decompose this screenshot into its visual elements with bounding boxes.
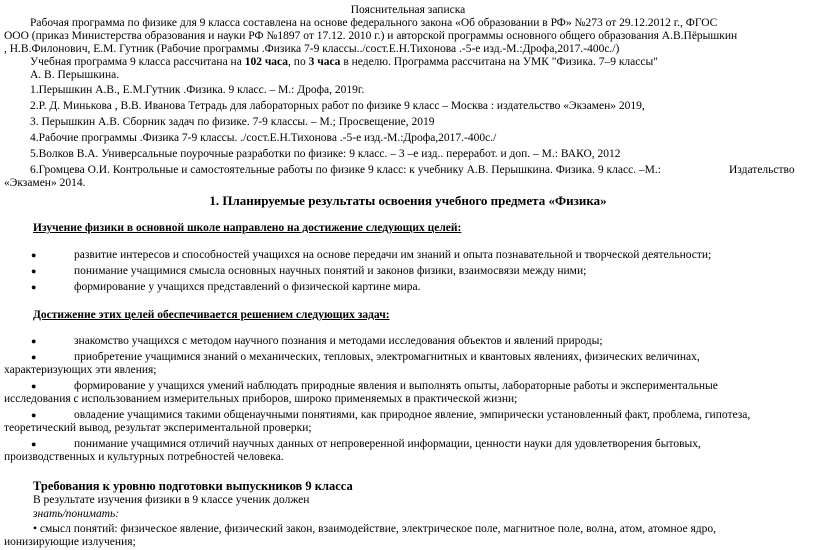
bullet-icon: ● [31,336,37,346]
hours-author: А. В. Перышкина. [30,69,120,81]
requirements-intro: В результате изучения физики в 9 классе ученик должен [33,494,310,506]
hours-text-a: Учебная программа 9 класса рассчитана на [30,56,245,68]
ref-6-publisher: Издательство [729,164,795,176]
hours-text-c: , по [288,56,309,68]
section-1-heading: 1. Планируемые результаты освоения учебного предмета «Физика» [209,193,607,208]
task-3-cont: исследования с использованием измерительных приборов, широко применяемых в практической жизни; [4,393,518,405]
hours-text-e: в неделю. Программа рассчитана на УМК "Физика. 7–9 классы" [340,56,658,68]
ref-6: 6.Громцева О.И. Контрольные и самостоятельные работы по физике 9 класс: к учебнику А.В. Перышкина. Физика. 9 класс. –М.: [30,164,661,176]
hours-line [30,56,816,69]
bullet-icon: ● [31,410,37,420]
bullet-icon: ● [31,381,37,391]
requirements-subheading: знать/понимать: [33,508,120,520]
bullet-icon: ● [31,439,37,449]
ref-3: 3. Перышкин А.В. Сборник задач по физике. 7-9 классы. – М.; Просвещение, 2019 [30,116,435,128]
intro-line-1: Рабочая программа по физике для 9 класса составлена на основе федерального закона «Об образовании в РФ» №273 от 29.12.2012 г., ФГОС [30,17,718,29]
ref-6-cont: «Экзамен» 2014. [4,177,86,189]
intro-line-2: ООО (приказ Министерства образования и науки РФ №1897 от 17.12. 2010 г.) и авторской программы основного общего образования А.В.Пёрышкин [4,30,738,42]
tasks-heading: Достижение этих целей обеспечивается решением следующих задач: [33,309,390,321]
task-2: приобретение учащимися знаний о механических, тепловых, электромагнитных и квантовых явлениях, физических величинах, [74,351,700,363]
task-1: знакомство учащихся с методом научного познания и методами исследования объектов и явлений природы; [74,335,603,347]
hours-weekly: 3 часа [308,56,341,68]
ref-4: 4.Рабочие программы .Физика 7-9 классы. ./сост.Е.Н.Тихонова .-5-е изд.-М.:Дрофа,2017.-400с./ [30,132,497,144]
ref-2: 2.Р. Д. Минькова , В.В. Иванова Тетрадь для лабораторных работ по физике 9 класс – Москва : издательство «Экзамен» 2019, [30,100,645,112]
requirement-item-1: • смысл понятий: физическое явление, физический закон, взаимодействие, электрическое поле, магнитное поле, волна, атом, атомное ядро, [33,523,717,535]
page-title: Пояснительная записка [350,4,466,16]
requirements-heading: Требования к уровню подготовки выпускников 9 класса [33,479,353,493]
task-5: понимание учащимися отличий научных данных от непроверенной информации, ценности науки для удовлетворения бытовых, [74,438,701,450]
bullet-icon: ● [31,352,37,362]
task-3: формирование у учащихся умений наблюдать природные явления и выполнять опыты, лабораторные работы и экспериментальные [74,380,718,392]
hours-total: 102 часа [244,56,289,68]
goal-1: развитие интересов и способностей учащихся на основе передачи им знаний и опыта познавательной и творческой деятельности; [74,249,712,261]
bullet-icon: ● [31,282,37,292]
task-2-cont: характеризующих эти явления; [4,364,157,376]
task-5-cont: производственных и культурных потребностей человека. [4,451,284,463]
goal-2: понимание учащимися смысла основных научных понятий и законов физики, взаимосвязи между ними; [74,265,587,277]
goal-3: формирование у учащихся представлений о физической картине мира. [74,281,421,293]
requirement-item-1-cont: ионизирующие излучения; [4,536,136,548]
task-4: овладение учащимися такими общенаучными понятиями, как природное явление, эмпирически установленный факт, проблема, гипотеза, [74,409,751,421]
intro-line-3: , Н.В.Филонович, Е.М. Гутник (Рабочие программы .Физика 7-9 классы../сост.Е.Н.Тихонова .-5-е изд.-М.:Дрофа,2017.-400с./) [4,43,620,55]
bullet-icon: ● [31,250,37,260]
ref-5: 5.Волков В.А. Универсальные поурочные разработки по физике: 9 класс. – 3 –е изд.. переработ. и доп. – М.: ВАКО, 2012 [30,148,621,160]
goals-heading: Изучение физики в основной школе направлено на достижение следующих целей: [33,222,462,234]
task-4-cont: теоретический вывод, результат экспериментальной проверки; [4,422,312,434]
bullet-icon: ● [31,266,37,276]
ref-1: 1.Перышкин А.В., Е.М.Гутник .Физика. 9 класс. – М.: Дрофа, 2019г. [30,84,365,96]
